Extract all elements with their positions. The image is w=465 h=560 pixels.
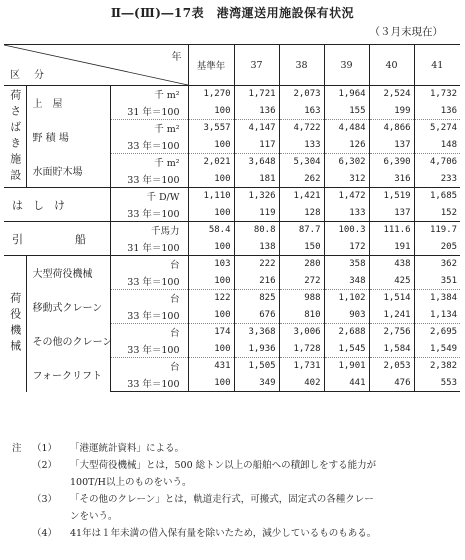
table-cell: 1,102	[324, 290, 369, 307]
table-cell: 155	[324, 103, 369, 120]
table-cell: 87.7	[279, 222, 324, 239]
table-cell: 2,688	[324, 324, 369, 341]
facilities-table	[4, 44, 460, 392]
table-cell: 825	[234, 290, 279, 307]
table-cell: 351	[414, 273, 460, 290]
unit-label: 千 m²	[110, 120, 188, 137]
unit-label: 千馬力	[110, 222, 188, 239]
table-cell: 100	[188, 205, 234, 222]
table-cell: 1,545	[324, 341, 369, 358]
unit-label: 台	[110, 324, 188, 341]
table-cell: 1,384	[414, 290, 460, 307]
header-year: 38	[279, 45, 324, 86]
table-cell: 1,421	[279, 188, 324, 205]
table-cell: 150	[279, 239, 324, 256]
note-item	[12, 457, 457, 474]
table-cell: 148	[414, 137, 460, 154]
table-cell: 2,382	[414, 358, 460, 375]
header-base-year: 基準年	[188, 45, 234, 86]
item-name: その他のクレーン	[26, 324, 110, 358]
table-cell: 137	[369, 205, 414, 222]
header-year: 39	[324, 45, 369, 86]
table-cell: 441	[324, 375, 369, 392]
table-cell: 152	[414, 205, 460, 222]
note-item	[12, 491, 457, 508]
table-cell: 1,514	[369, 290, 414, 307]
base-label: 33 年＝100	[127, 208, 180, 220]
header-year: 41	[414, 45, 460, 86]
item-name: 大型荷役機械	[26, 256, 110, 290]
table-row	[4, 188, 460, 205]
table-cell: 100	[188, 375, 234, 392]
note-number: （1）	[32, 443, 58, 454]
note-number: （3）	[32, 494, 58, 505]
table-cell: 2,053	[369, 358, 414, 375]
section-label: 荷さばき施設	[4, 86, 26, 188]
table-cell: 133	[279, 137, 324, 154]
header-corner	[4, 45, 188, 86]
header-category-label: 区分	[10, 70, 58, 81]
notes	[12, 440, 457, 542]
table-cell: 4,722	[279, 120, 324, 137]
table-cell: 1,519	[369, 188, 414, 205]
header-row	[4, 45, 460, 86]
base-label: 33 年＝100	[127, 310, 180, 322]
table-cell: 3,368	[234, 324, 279, 341]
unit-label: 千 m²	[110, 154, 188, 171]
note-text-continued: ンをいう。	[70, 511, 118, 522]
unit-label: 台	[110, 358, 188, 375]
table-cell: 1,685	[414, 188, 460, 205]
note-item	[12, 440, 457, 457]
table-cell: 312	[324, 171, 369, 188]
table-cell: 3,557	[188, 120, 234, 137]
table-cell: 100	[188, 273, 234, 290]
table-cell: 100	[188, 171, 234, 188]
item-name: 水面貯木場	[26, 154, 110, 188]
table-cell: 810	[279, 307, 324, 324]
table-cell: 100.3	[324, 222, 369, 239]
table-cell: 1,728	[279, 341, 324, 358]
base-label: 33 年＝100	[127, 344, 180, 356]
table-cell: 1,241	[369, 307, 414, 324]
table-cell: 100	[188, 341, 234, 358]
table-cell: 1,110	[188, 188, 234, 205]
section-label: 引 船	[4, 222, 110, 256]
table-cell: 191	[369, 239, 414, 256]
table-cell: 348	[324, 273, 369, 290]
header-year-label: 年	[171, 52, 182, 63]
table-cell: 4,147	[234, 120, 279, 137]
table-cell: 2,695	[414, 324, 460, 341]
table-row	[4, 154, 460, 171]
table-cell: 1,549	[414, 341, 460, 358]
table-cell: 3,006	[279, 324, 324, 341]
item-name: フォークリフト	[26, 358, 110, 392]
notes-label: 注	[12, 443, 22, 454]
table-cell: 138	[234, 239, 279, 256]
table-cell: 199	[369, 103, 414, 120]
table-title: Ⅱ―(Ⅲ)―17表 港湾運送用施設保有状況	[110, 6, 355, 20]
table-cell: 137	[369, 137, 414, 154]
table-cell: 2,073	[279, 86, 324, 103]
table-cell: 222	[234, 256, 279, 273]
section-label: 荷役機械	[4, 256, 26, 392]
table-cell: 676	[234, 307, 279, 324]
section-label: はしけ	[4, 188, 110, 222]
note-text: 41年は１年未満の借入保有量を除いたため，減少しているものもある。	[70, 528, 377, 539]
table-cell: 402	[279, 375, 324, 392]
table-cell: 119.7	[414, 222, 460, 239]
table-cell: 117	[234, 137, 279, 154]
table-cell: 1,732	[414, 86, 460, 103]
table-cell: 2,021	[188, 154, 234, 171]
table-cell: 1,134	[414, 307, 460, 324]
table-cell: 316	[369, 171, 414, 188]
table-cell: 80.8	[234, 222, 279, 239]
base-label: 31 年＝100	[127, 242, 180, 254]
table-cell: 4,866	[369, 120, 414, 137]
table-cell: 2,524	[369, 86, 414, 103]
table-cell: 103	[188, 256, 234, 273]
table-cell: 431	[188, 358, 234, 375]
table-cell: 1,505	[234, 358, 279, 375]
item-name: 野 積 場	[26, 120, 110, 154]
table-cell: 136	[234, 103, 279, 120]
table-cell: 358	[324, 256, 369, 273]
base-label: 33 年＝100	[127, 140, 180, 152]
table-cell: 1,326	[234, 188, 279, 205]
header-year: 40	[369, 45, 414, 86]
unit-label: 台	[110, 290, 188, 307]
unit-label: 千 D/W	[110, 188, 188, 205]
table-cell: 903	[324, 307, 369, 324]
table-cell: 280	[279, 256, 324, 273]
table-cell: 216	[234, 273, 279, 290]
table-cell: 988	[279, 290, 324, 307]
base-label: 31 年＝100	[127, 106, 180, 118]
table-cell: 1,270	[188, 86, 234, 103]
table-cell: 128	[279, 205, 324, 222]
note-text: 「大型荷役機械」とは，500 総トン以上の船舶への積卸しをする能力が	[70, 460, 377, 471]
table-cell: 174	[188, 324, 234, 341]
table-cell: 4,706	[414, 154, 460, 171]
item-name: 上 屋	[26, 86, 110, 120]
note-number: （4）	[32, 528, 58, 539]
table-cell: 5,304	[279, 154, 324, 171]
table-cell: 476	[369, 375, 414, 392]
table-cell: 3,648	[234, 154, 279, 171]
table-cell: 272	[279, 273, 324, 290]
table-cell: 1,731	[279, 358, 324, 375]
table-cell: 553	[414, 375, 460, 392]
table-cell: 425	[369, 273, 414, 290]
table-cell: 126	[324, 137, 369, 154]
base-label: 33 年＝100	[127, 174, 180, 186]
table-row	[4, 120, 460, 137]
table-cell: 100	[188, 239, 234, 256]
table-cell: 1,936	[234, 341, 279, 358]
as-of-date: （３月末現在）	[369, 26, 443, 38]
table-cell: 1,964	[324, 86, 369, 103]
table-cell: 205	[414, 239, 460, 256]
base-label: 33 年＝100	[127, 276, 180, 288]
table-cell: 262	[279, 171, 324, 188]
note-text: 「その他のクレーン」とは，軌道走行式，可搬式，固定式の各種クレー	[70, 494, 374, 505]
note-text-continued: 100T/H以上のものをいう。	[70, 477, 192, 488]
table-cell: 119	[234, 205, 279, 222]
unit-label: 千 m²	[154, 90, 180, 102]
base-label: 33 年＝100	[110, 375, 188, 392]
table-cell: 4,484	[324, 120, 369, 137]
table-cell: 100	[188, 307, 234, 324]
table-cell: 181	[234, 171, 279, 188]
note-item	[12, 525, 457, 542]
table-cell: 1,584	[369, 341, 414, 358]
table-cell: 6,302	[324, 154, 369, 171]
table-cell: 362	[414, 256, 460, 273]
table-cell: 6,390	[369, 154, 414, 171]
table-row	[4, 324, 460, 341]
table-cell: 1,721	[234, 86, 279, 103]
table-row	[4, 86, 460, 103]
table-row	[4, 222, 460, 239]
table-cell: 122	[188, 290, 234, 307]
table-row	[4, 256, 460, 273]
table-cell: 1,901	[324, 358, 369, 375]
table-cell: 172	[324, 239, 369, 256]
table-row	[4, 358, 460, 375]
table-cell: 5,274	[414, 120, 460, 137]
table-cell: 136	[414, 103, 460, 120]
table-cell: 163	[279, 103, 324, 120]
table-cell: 100	[188, 137, 234, 154]
item-name: 移動式クレーン	[26, 290, 110, 324]
table-row	[4, 290, 460, 307]
header-year: 37	[234, 45, 279, 86]
unit-label: 台	[110, 256, 188, 273]
table-cell: 349	[234, 375, 279, 392]
table-cell: 133	[324, 205, 369, 222]
table-cell: 438	[369, 256, 414, 273]
table-cell: 2,756	[369, 324, 414, 341]
table-cell: 111.6	[369, 222, 414, 239]
table-cell: 1,472	[324, 188, 369, 205]
table-cell: 233	[414, 171, 460, 188]
note-number: （2）	[32, 460, 58, 471]
note-text: 「港運統計資料」による。	[70, 443, 185, 454]
table-cell: 58.4	[188, 222, 234, 239]
table-cell: 100	[188, 103, 234, 120]
